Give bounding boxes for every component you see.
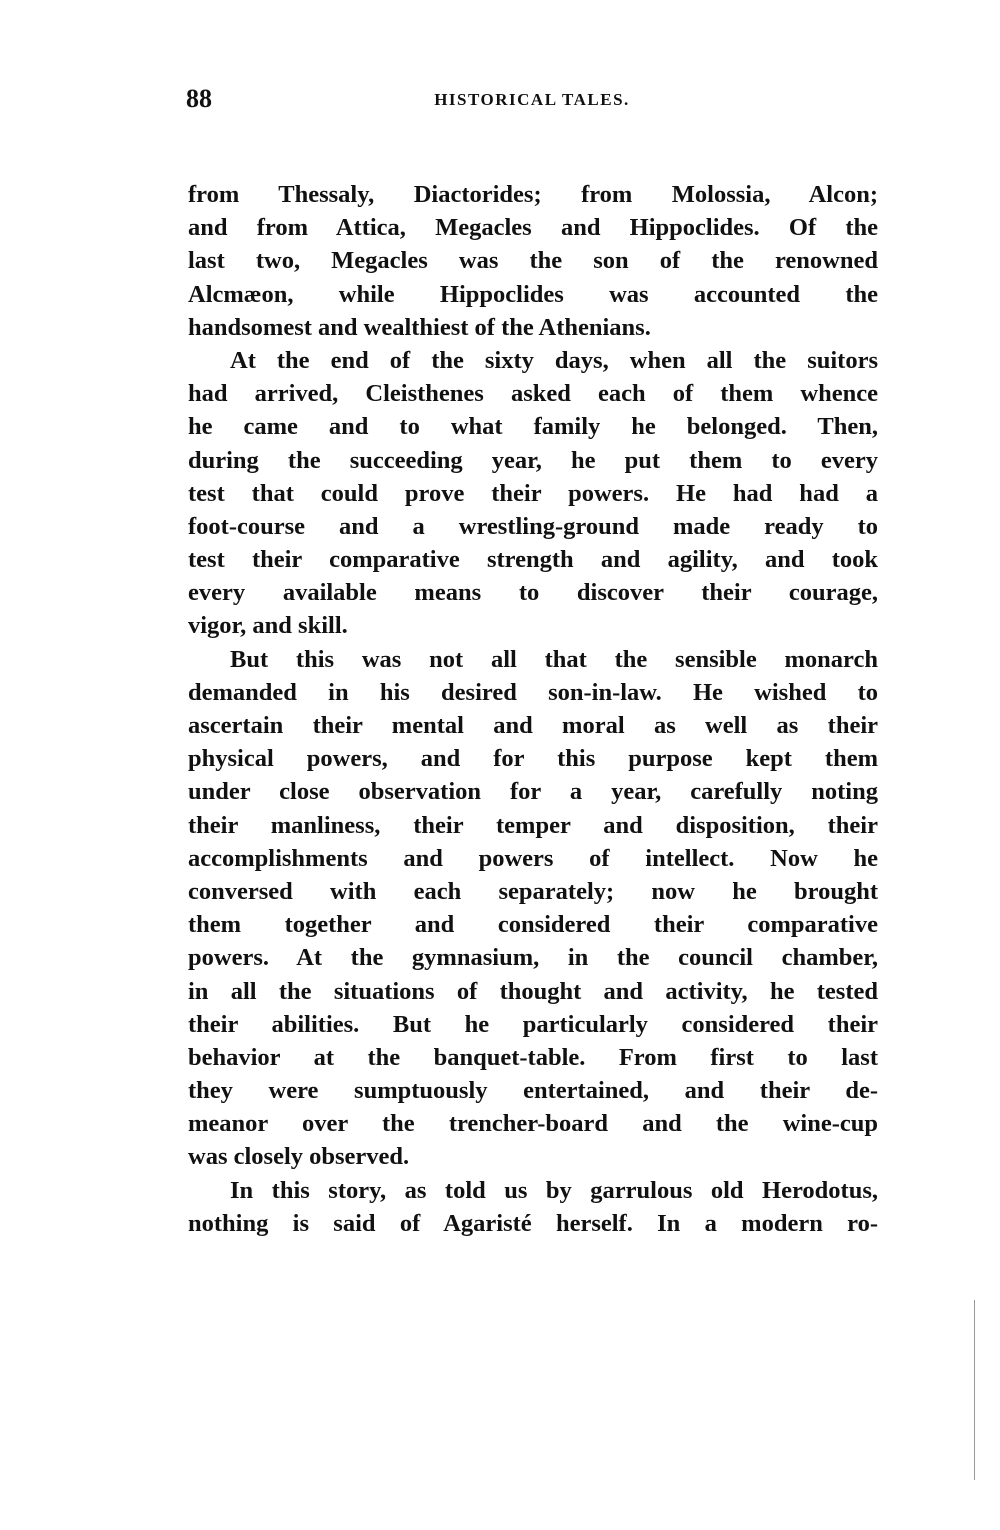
text-line: had arrived, Cleisthenes asked each of them whence <box>188 380 878 408</box>
text-line: under close observation for a year, carefully noting <box>188 778 878 806</box>
text-line: meanor over the trencher-board and the wine-cup <box>188 1110 878 1138</box>
text-line: from Thessaly, Diactorides; from Molossia, Alcon; <box>188 181 878 208</box>
text-line: during the succeeding year, he put them to every <box>188 446 878 474</box>
page-number: 88 <box>186 84 212 113</box>
text-line: them together and considered their comparative <box>188 911 878 939</box>
text-line: last two, Megacles was the son of the renowned <box>188 247 878 275</box>
page-body <box>188 178 878 1240</box>
paragraph <box>188 344 878 643</box>
text-line: foot-course and a wrestling-ground made ready to <box>188 512 878 540</box>
text-line: their abilities. But he particularly considered their <box>188 1010 878 1038</box>
text-line: in all the situations of thought and activity, he tested <box>188 977 878 1005</box>
text-line: handsomest and wealthiest of the Athenians. <box>188 313 651 341</box>
text-line: But this was not all that the sensible monarch <box>230 645 878 673</box>
text-line: conversed with each separately; now he brought <box>188 877 878 905</box>
running-head: HISTORICAL TALES. <box>434 90 630 109</box>
paragraph <box>188 178 878 344</box>
text-line: vigor, and skill. <box>188 612 348 640</box>
text-line: accomplishments and powers of intellect. Now he <box>188 844 878 872</box>
text-line: physical powers, and for this purpose kept them <box>188 745 878 773</box>
text-line: he came and to what family he belonged. Then, <box>188 413 878 441</box>
page-header <box>186 84 878 120</box>
text-line: In this story, as told us by garrulous old Herodotus, <box>230 1176 878 1204</box>
text-line: was closely observed. <box>188 1143 410 1171</box>
text-line: they were sumptuously entertained, and their de- <box>188 1077 878 1105</box>
paragraph <box>188 643 878 1174</box>
text-line: and from Attica, Megacles and Hippoclides. Of the <box>188 214 878 242</box>
text-line: At the end of the sixty days, when all the suitors <box>230 346 878 374</box>
text-line: test that could prove their powers. He had had a <box>188 479 878 507</box>
paragraph <box>188 1174 878 1240</box>
text-line: every available means to discover their courage, <box>188 579 878 607</box>
scan-artifact-line <box>974 1300 975 1480</box>
text-line: Alcmæon, while Hippoclides was accounted the <box>188 280 878 308</box>
text-line: behavior at the banquet-table. From first to last <box>188 1043 878 1071</box>
text-line: nothing is said of Agaristé herself. In a modern ro- <box>188 1209 878 1237</box>
text-line: demanded in his desired son-in-law. He wished to <box>188 678 878 706</box>
text-line: ascertain their mental and moral as well as their <box>188 712 878 739</box>
text-line: powers. At the gymnasium, in the council chamber, <box>188 944 878 972</box>
text-line: test their comparative strength and agility, and took <box>188 546 878 574</box>
text-line: their manliness, their temper and disposition, their <box>188 811 878 839</box>
